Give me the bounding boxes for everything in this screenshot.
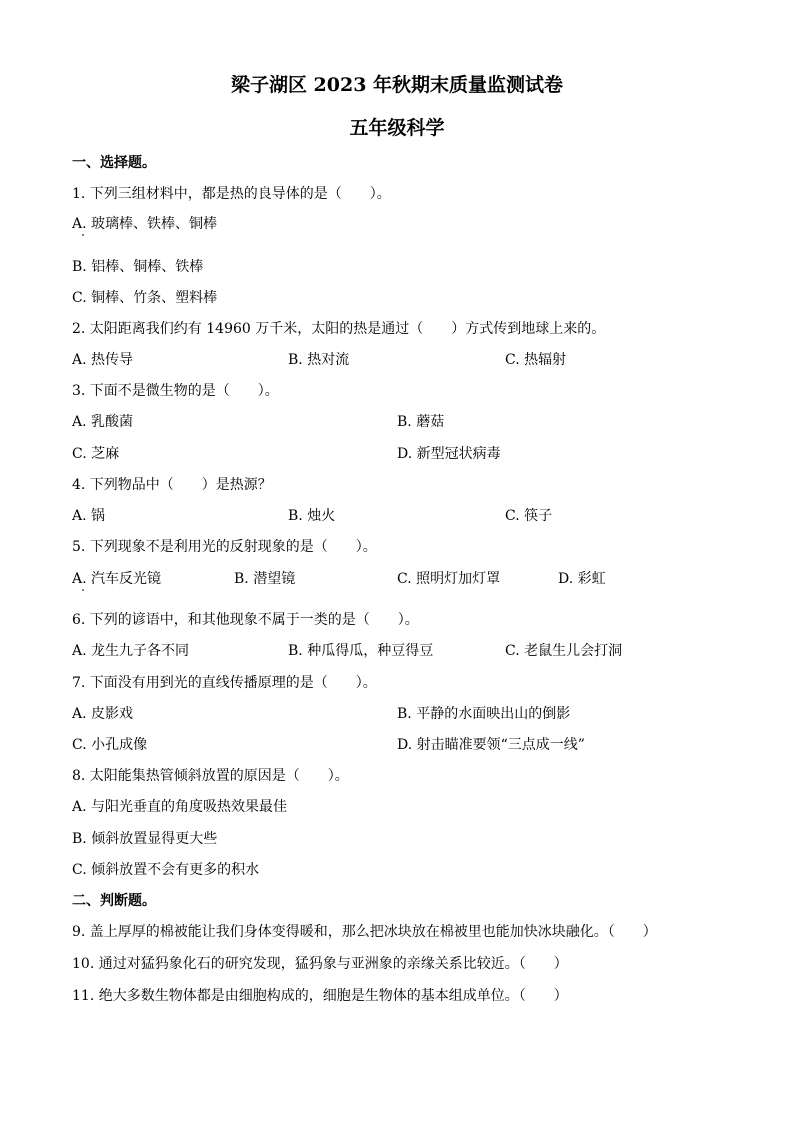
q5-option-a: A. 汽车反光镜 bbox=[72, 571, 162, 587]
question-11: 11. 绝大多数生物体都是由细胞构成的，细胞是生物体的基本组成单位。（ ） bbox=[72, 988, 568, 1004]
question-4: 4. 下列物品中（ ）是热源？ bbox=[72, 477, 272, 493]
q2-option-c: C. 热辐射 bbox=[505, 352, 567, 368]
q3-option-c: C. 芝麻 bbox=[72, 446, 120, 462]
q5-option-d: D. 彩虹 bbox=[558, 571, 606, 587]
question-3: 3. 下面不是微生物的是（ ）。 bbox=[72, 383, 279, 399]
q3-option-a: A. 乳酸菌 bbox=[72, 414, 134, 430]
section-heading-choice: 一、选择题。 bbox=[72, 155, 156, 171]
question-5: 5. 下列现象不是利用光的反射现象的是（ ）。 bbox=[72, 539, 377, 555]
question-8: 8. 太阳能集热管倾斜放置的原因是（ ）。 bbox=[72, 768, 349, 784]
q7-option-c: C. 小孔成像 bbox=[72, 737, 148, 753]
question-2: 2. 太阳距离我们约有 14960 万千米，太阳的热是通过（ ）方式传到地球上来的。 bbox=[72, 321, 606, 337]
q8-option-c: C. 倾斜放置不会有更多的积水 bbox=[72, 862, 260, 878]
q4-option-c: C. 筷子 bbox=[505, 508, 553, 524]
q8-option-a: A. 与阳光垂直的角度吸热效果最佳 bbox=[72, 799, 288, 815]
q7-option-b: B. 平静的水面映出山的倒影 bbox=[397, 706, 571, 722]
q7-option-a: A. 皮影戏 bbox=[72, 706, 134, 722]
q1-option-a: A. 玻璃棒、铁棒、铜棒 bbox=[72, 216, 218, 232]
question-10: 10. 通过对猛犸象化石的研究发现，猛犸象与亚洲象的亲缘关系比较近。（ ） bbox=[72, 956, 568, 972]
question-9: 9. 盖上厚厚的棉被能让我们身体变得暖和，那么把冰块放在棉被里也能加快冰块融化。（ ） bbox=[72, 924, 657, 940]
q3-option-d: D. 新型冠状病毒 bbox=[397, 446, 501, 462]
section-heading-judgement: 二、判断题。 bbox=[72, 893, 156, 909]
scan-mark bbox=[82, 589, 84, 591]
scan-mark bbox=[82, 234, 84, 236]
q7-option-d: D. 射击瞄准要领“三点成一线” bbox=[397, 737, 585, 753]
q4-option-a: A. 锅 bbox=[72, 508, 106, 524]
q6-option-a: A. 龙生九子各不同 bbox=[72, 643, 190, 659]
q8-option-b: B. 倾斜放置显得更大些 bbox=[72, 831, 218, 847]
q1-option-b: B. 铝棒、铜棒、铁棒 bbox=[72, 259, 204, 275]
question-1: 1. 下列三组材料中，都是热的良导体的是（ ）。 bbox=[72, 186, 391, 202]
q5-option-b: B. 潜望镜 bbox=[234, 571, 296, 587]
q1-option-c: C. 铜棒、竹条、塑料棒 bbox=[72, 290, 218, 306]
question-6: 6. 下列的谚语中，和其他现象不属于一类的是（ ）。 bbox=[72, 612, 419, 628]
q3-option-b: B. 蘑菇 bbox=[397, 414, 445, 430]
question-7: 7. 下面没有用到光的直线传播原理的是（ ）。 bbox=[72, 675, 377, 691]
q2-option-b: B. 热对流 bbox=[288, 352, 350, 368]
page-title: 梁子湖区 2023 年秋期末质量监测试卷 bbox=[230, 74, 564, 96]
page-subtitle: 五年级科学 bbox=[349, 117, 445, 139]
q6-option-c: C. 老鼠生儿会打洞 bbox=[505, 643, 623, 659]
q5-option-c: C. 照明灯加灯罩 bbox=[397, 571, 501, 587]
q4-option-b: B. 烛火 bbox=[288, 508, 336, 524]
q6-option-b: B. 种瓜得瓜，种豆得豆 bbox=[288, 643, 434, 659]
q2-option-a: A. 热传导 bbox=[72, 352, 134, 368]
